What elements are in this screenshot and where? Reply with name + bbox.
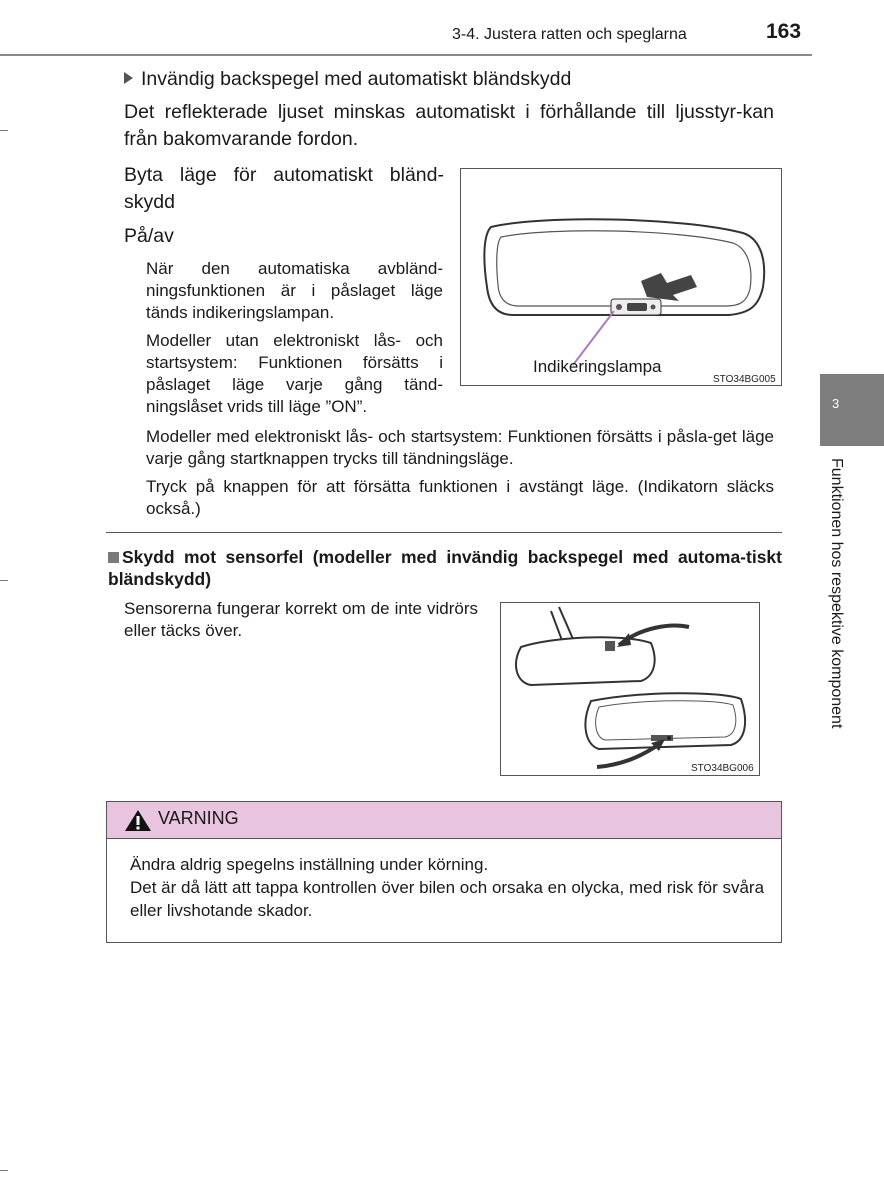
warning-text <box>130 853 770 922</box>
warning-line-2: Det är då lätt att tappa kontrollen över bilen och orsaka en olycka, med risk för svåra eller livshotande skador. <box>130 878 765 920</box>
square-bullet-icon <box>108 552 119 563</box>
chapter-title: Funktionen hos respektive komponent <box>828 458 845 729</box>
warning-title: VARNING <box>158 808 239 828</box>
intro-paragraph: Det reflekterade ljuset minskas automatiskt i förhållande till ljusstyr-kan från bakomvarande fordon. <box>124 101 774 150</box>
sensor-heading: Skydd mot sensorfel (modeller med invändig backspegel med automa-tiskt bländskydd) <box>108 547 782 589</box>
margin-tick <box>0 580 8 581</box>
subheading: Invändig backspegel med automatiskt bländskydd <box>124 66 571 93</box>
header-section-title: 3-4. Justera ratten och speglarna <box>452 26 687 43</box>
warning-triangle-icon <box>124 808 152 832</box>
rear-view-mirror-illustration <box>461 169 781 385</box>
warning-line-1: Ändra aldrig spegelns inställning under körning. <box>130 855 489 874</box>
mode-heading: Byta läge för automatiskt bländ-skydd <box>124 164 444 213</box>
bullet-4: Tryck på knappen för att försätta funktionen i avstängt läge. (Indikatorn släcks också.) <box>146 477 774 518</box>
bullet-3: Modeller med elektroniskt lås- och startsystem: Funktionen försätts i påsla-get läge varje gång startknappen trycks till tändningsläge. <box>146 427 774 468</box>
header-divider <box>0 54 812 56</box>
chapter-number: 3 <box>832 396 840 411</box>
margin-tick <box>0 130 8 131</box>
triangle-bullet-icon <box>124 72 133 84</box>
on-off-label: På/av <box>124 225 174 247</box>
bullet-1: När den automatiska avbländ-ningsfunktionen är i påslaget läge tänds indikeringslampan. <box>146 259 443 322</box>
bullet-2: Modeller utan elektroniskt lås- och startsystem: Funktionen försätts i påslaget läge varje gång tänd-ningslåset vrids till läge ”ON”. <box>146 331 443 416</box>
chapter-tab <box>820 374 884 446</box>
sensor-figure <box>500 602 760 776</box>
mirror-sensor-illustration <box>501 603 759 775</box>
margin-tick <box>0 1170 8 1171</box>
figure-code: STO34BG006 <box>691 763 754 774</box>
figure-code: STO34BG005 <box>713 374 776 385</box>
section-divider <box>106 532 782 533</box>
mirror-figure <box>460 168 782 386</box>
sensor-text: Sensorerna fungerar korrekt om de inte vidrörs eller täcks över. <box>124 599 478 640</box>
indicator-lamp-label: Indikeringslampa <box>533 357 662 376</box>
page-number: 163 <box>766 20 802 43</box>
